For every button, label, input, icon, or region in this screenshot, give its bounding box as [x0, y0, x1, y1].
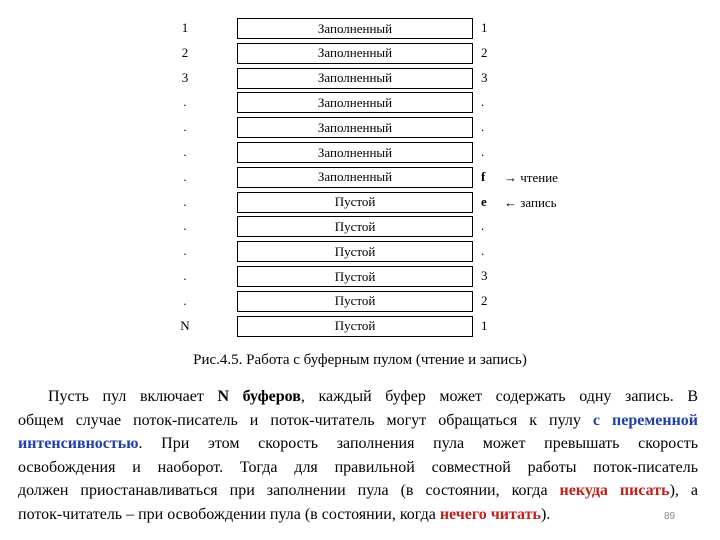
page-number: 89	[664, 511, 676, 522]
row-index-label: .	[183, 144, 187, 159]
row-index-label: .	[183, 243, 187, 259]
buffer-cell: Заполненный	[237, 68, 473, 89]
row-index-label: .	[183, 292, 187, 308]
paragraph-line: должен приостанавливаться при заполнении пула (в состоянии, когда некуда писать), а	[18, 482, 698, 499]
row-right-label: .	[481, 144, 485, 159]
paragraph-line: Пусть пул включает N буферов, каждый буфер может содержать одну запись. В	[48, 388, 699, 405]
highlight-term: с переменной	[592, 411, 699, 429]
bold-term: N буферов	[217, 388, 301, 405]
row-right-label: .	[481, 94, 485, 110]
read-pointer-label: → чтение	[504, 170, 558, 185]
row-index-label: .	[183, 168, 187, 184]
paragraph-line: освобождения и наоборот. Тогда для правильной совместной работы поток-писатель	[18, 458, 698, 476]
write-pointer-label: ← запись	[504, 195, 557, 210]
highlight-term: интенсивностью	[18, 435, 139, 452]
row-index-label: .	[183, 94, 187, 110]
buffer-cell: Заполненный	[237, 167, 473, 188]
row-index-label: .	[183, 218, 187, 234]
row-index-label: N	[180, 317, 190, 333]
buffer-cell: Пустой	[237, 192, 473, 213]
row-right-label: 2	[481, 292, 488, 308]
row-index-label: .	[183, 193, 187, 209]
paragraph-line: интенсивностью. При этом скорость заполнения пула может превышать скорость	[18, 435, 698, 452]
row-right-label: 2	[481, 44, 488, 60]
buffer-cell: Заполненный	[237, 18, 473, 39]
row-right-label: 3	[481, 69, 488, 85]
row-right-label: 3	[481, 268, 488, 283]
row-index-label: .	[183, 268, 187, 283]
paragraph-line: поток-читатель – при освобождении пула (в состоянии, когда нечего читать).	[18, 505, 551, 523]
buffer-cell: Заполненный	[237, 117, 473, 138]
row-right-label: 1	[481, 317, 488, 333]
buffer-cell: Заполненный	[237, 142, 473, 163]
buffer-cell: Пустой	[237, 241, 473, 262]
row-right-label: .	[481, 119, 485, 135]
paragraph-line: общем случае поток-писатель и поток-читатель могут обращаться к пулу с переменной	[18, 411, 699, 429]
buffer-cell: Пустой	[237, 291, 473, 312]
buffer-cell: Пустой	[237, 216, 473, 237]
figure-caption: Рис.4.5. Работа с буферным пулом (чтение и запись)	[193, 352, 527, 368]
highlight-term: некуда писать	[559, 482, 670, 499]
buffer-cell: Заполненный	[237, 43, 473, 64]
row-right-label: e	[481, 193, 487, 209]
buffer-cell: Пустой	[237, 316, 473, 337]
row-right-label: f	[481, 168, 486, 184]
row-index-label: 1	[181, 20, 189, 35]
row-right-label: 1	[481, 20, 488, 35]
body-paragraph	[18, 385, 698, 526]
highlight-term: нечего читать	[439, 505, 541, 523]
row-right-label: .	[481, 243, 485, 259]
buffer-cell: Пустой	[237, 266, 473, 287]
row-index-label: .	[183, 119, 187, 135]
row-index-label: 2	[181, 44, 189, 60]
row-right-label: .	[481, 218, 485, 234]
buffer-cell: Заполненный	[237, 92, 473, 113]
row-index-label: 3	[181, 69, 189, 85]
